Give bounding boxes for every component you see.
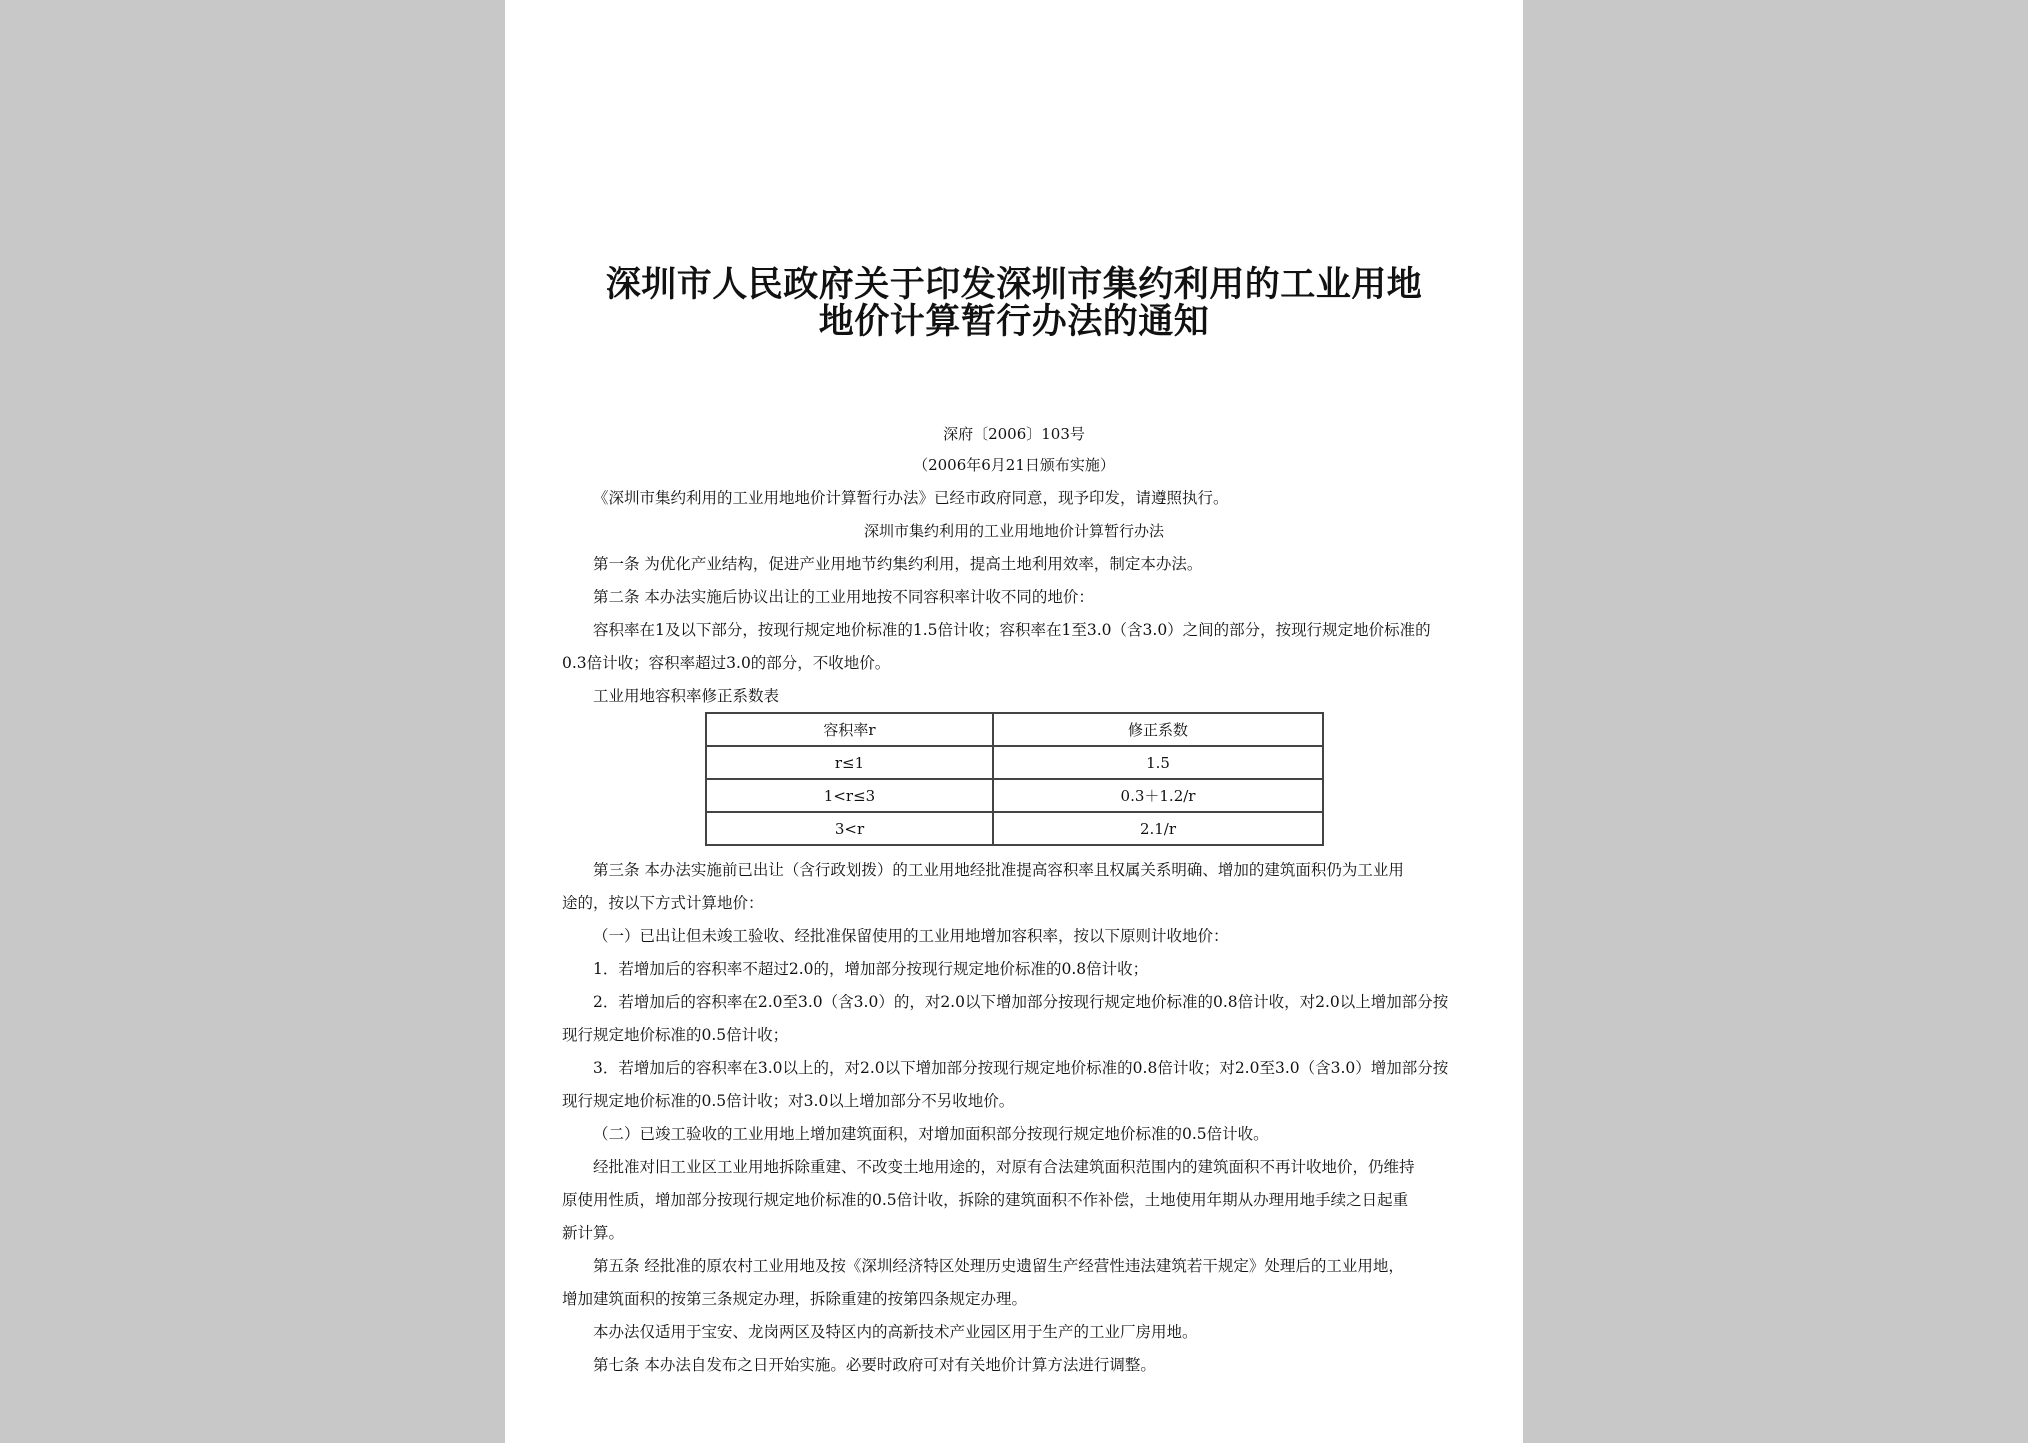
- coefficient-table: [705, 712, 1324, 846]
- item-3-line1: 3．若增加后的容积率在3.0以上的，对2.0以下增加部分按现行规定地价标准的0.8倍计收；对2.0至3.0（含3.0）增加部分按: [593, 1059, 1449, 1077]
- table-cell: 1.5: [993, 746, 1323, 779]
- document-number: 深府〔2006〕103号: [943, 425, 1085, 443]
- article-2: 第二条 本办法实施后协议出让的工业用地按不同容积率计收不同的地价：: [593, 588, 1094, 606]
- article-6: 本办法仅适用于宝安、龙岗两区及特区内的高新技术产业园区用于生产的工业厂房用地。: [593, 1323, 1198, 1341]
- section-1: （一）已出让但未竣工验收、经批准保留使用的工业用地增加容积率，按以下原则计收地价：: [593, 927, 1229, 945]
- article-4-line3: 新计算。: [562, 1224, 625, 1242]
- table-header-row: [706, 713, 1323, 746]
- document-title-line1: 深圳市人民政府关于印发深圳市集约利用的工业用地: [605, 264, 1423, 305]
- table-caption: 工业用地容积率修正系数表: [593, 687, 780, 705]
- document-title-line2: 地价计算暂行办法的通知: [818, 301, 1210, 342]
- table-header-cell: 修正系数: [993, 713, 1323, 746]
- table-cell: r≤1: [706, 746, 993, 779]
- measure-subtitle: 深圳市集约利用的工业用地地价计算暂行办法: [863, 522, 1164, 540]
- table-cell: 3<r: [706, 812, 993, 845]
- article-5-line2: 增加建筑面积的按第三条规定办理，拆除重建的按第四条规定办理。: [562, 1290, 1028, 1308]
- table-row: [706, 746, 1323, 779]
- item-2-line1: 2．若增加后的容积率在2.0至3.0（含3.0）的，对2.0以下增加部分按现行规定地价标准的0.8倍计收，对2.0以上增加部分按: [593, 993, 1449, 1011]
- article-5-line1: 第五条 经批准的原农村工业用地及按《深圳经济特区处理历史遗留生产经营性违法建筑若干规定》处理后的工业用地，: [593, 1257, 1404, 1275]
- article-3-line1: 第三条 本办法实施前已出让（含行政划拨）的工业用地经批准提高容积率且权属关系明确、增加的建筑面积仍为工业用: [593, 861, 1404, 879]
- article-2-paragraph-line2: 0.3倍计收；容积率超过3.0的部分，不收地价。: [562, 654, 891, 672]
- article-1: 第一条 为优化产业结构，促进产业用地节约集约利用，提高土地利用效率，制定本办法。: [593, 555, 1203, 573]
- table-cell: 2.1/r: [993, 812, 1323, 845]
- article-2-paragraph-line1: 容积率在1及以下部分，按现行规定地价标准的1.5倍计收；容积率在1至3.0（含3.0）之间的部分，按现行规定地价标准的: [593, 621, 1431, 639]
- item-3-line2: 现行规定地价标准的0.5倍计收；对3.0以上增加部分不另收地价。: [562, 1092, 1015, 1110]
- table-cell: 1<r≤3: [706, 779, 993, 812]
- table-header-cell: 容积率r: [706, 713, 993, 746]
- item-1: 1．若增加后的容积率不超过2.0的，增加部分按现行规定地价标准的0.8倍计收；: [593, 960, 1149, 978]
- intro-paragraph: 《深圳市集约利用的工业用地地价计算暂行办法》已经市政府同意，现予印发，请遵照执行。: [593, 489, 1229, 507]
- article-4-line1: 经批准对旧工业区工业用地拆除重建、不改变土地用途的，对原有合法建筑面积范围内的建筑面积不再计收地价，仍维持: [593, 1158, 1415, 1176]
- article-3-line2: 途的，按以下方式计算地价：: [562, 894, 764, 912]
- table-row: [706, 812, 1323, 845]
- article-4-line2: 原使用性质，增加部分按现行规定地价标准的0.5倍计收，拆除的建筑面积不作补偿，土地使用年期从办理用地手续之日起重: [562, 1191, 1409, 1209]
- article-7: 第七条 本办法自发布之日开始实施。必要时政府可对有关地价计算方法进行调整。: [593, 1356, 1156, 1374]
- issue-date: （2006年6月21日颁布实施）: [913, 456, 1115, 474]
- table-cell: 0.3＋1.2/r: [993, 779, 1323, 812]
- item-2-line2: 现行规定地价标准的0.5倍计收；: [562, 1026, 789, 1044]
- table-row: [706, 779, 1323, 812]
- section-2: （二）已竣工验收的工业用地上增加建筑面积，对增加面积部分按现行规定地价标准的0.5倍计收。: [593, 1125, 1269, 1143]
- document-page: [505, 0, 1523, 1443]
